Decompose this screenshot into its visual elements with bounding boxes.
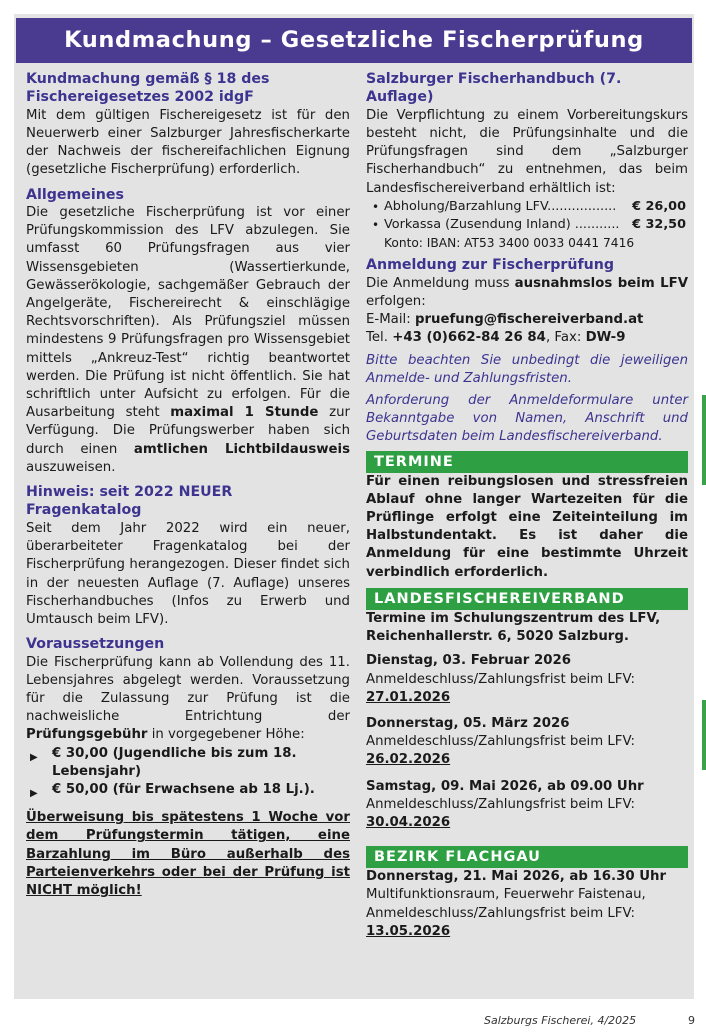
kundmachung-text: Mit dem gültigen Fischereigesetz ist für den Neuerwerb einer Salzburger Jahresfischerkarte der Nachweis der fischereifachlichen Eignung (gesetzliche Fischerprüfung) erforderlich.	[26, 107, 350, 178]
price-row: • Vorkassa (Zusendung Inland) ........... € 32,50	[366, 216, 688, 234]
exam-date: Dienstag, 03. Februar 2026 Anmeldeschluss/Zahlungsfrist beim LFV: 27.01.2026	[366, 653, 635, 705]
right-column	[366, 70, 688, 941]
lfv-bar: LANDESFISCHEREIVERBAND	[366, 588, 688, 610]
bank-account: Konto: IBAN: AT53 3400 0033 0441 7416	[384, 236, 635, 251]
section-hinweis	[26, 483, 350, 629]
section-anmeldung	[366, 256, 688, 446]
termine-bar: TERMINE	[366, 451, 688, 473]
page-title: Kundmachung – Gesetzliche Fischerprüfung	[16, 18, 692, 63]
left-column	[26, 70, 350, 900]
form-request-note: Anforderung der Anmeldeformulare unter Bekanntgabe von Namen, Anschrift und Geburtsdaten beim Landesfischereiverband.	[366, 393, 688, 445]
bullet-dot-icon: •	[372, 199, 380, 214]
bullet-dot-icon: •	[372, 218, 380, 233]
section-allgemeines	[26, 186, 350, 477]
deadline-note: Bitte beachten Sie unbedingt die jeweiligen Anmelde- und Zahlungsfristen.	[366, 352, 688, 386]
page-edge-mark	[702, 395, 706, 485]
handbuch-heading: Salzburger Fischerhandbuch (7. Auflage)	[366, 71, 622, 106]
section-termine	[366, 451, 688, 582]
lfv-location: Termine im Schulungszentrum des LFV, Reichenhallerstr. 6, 5020 Salzburg.	[366, 610, 661, 645]
exam-date: Donnerstag, 05. März 2026 Anmeldeschluss/Zahlungsfrist beim LFV: 26.02.2026	[366, 715, 635, 768]
price-row: • Abholung/Barzahlung LFV................. € 26,00	[366, 198, 688, 216]
allgemeines-text: Die gesetzliche Fischerprüfung ist vor einer Prüfungskommission des LFV abzulegen. Sie umfasst 60 Prüfungsfragen aus vier Wissensgebieten (Wassertierkunde, Gewässerökologie, sachgemäßer Gebrauch der Angelgeräte, Fischereirecht & einschlägige Rechtsvorschriften). Als Prüfungsziel müssen mindestens 9 Prüfungsfragen pro Wissensgebiet mittels „Ankreuz-Test“ richtig beantwortet werden. Die Prüfung ist nicht öffentlich. Sie hat schriftlich unter Aufsicht zu erfolgen. Für die Ausarbeitung steht maximal 1 Stunde zur Verfügung. Die Prüfungswerber haben sich durch einen amtlichen Lichtbildausweis auszuweisen.	[26, 205, 351, 475]
triangle-bullet-icon: ▶	[30, 787, 38, 799]
section-landesfischereiverband	[366, 588, 688, 832]
section-flachgau	[366, 846, 688, 941]
voraussetzungen-heading: Voraussetzungen	[26, 636, 165, 653]
page-number: 9	[688, 1014, 695, 1027]
voraussetzungen-text: Die Fischerprüfung kann ab Vollendung des 11. Lebensjahres abgelegt werden. Voraussetzung für die Zulassung zur Prüfung ist die nachweisliche Entrichtung der Prüfungsgebühr in vorgegebener Höhe:	[26, 654, 350, 743]
flachgau-deadline-label: Anmeldeschluss/Zahlungsfrist beim LFV:	[366, 905, 635, 921]
termine-text: Für einen reibungslosen und stressfreien Ablauf ohne langer Wartezeiten für die Prüflinge erfolgt eine Zeiteinteilung im Halbstundentakt. Es ist daher die Anmeldung für eine bestimmte Uhrzeit verbindlich erforderlich.	[366, 473, 688, 580]
kundmachung-heading-line2: Fischereigesetzes 2002 idgF	[26, 89, 254, 106]
page-edge-mark	[702, 700, 706, 770]
footer-publication: Salzburgs Fischerei, 4/2025	[484, 1014, 637, 1027]
fee-item: ▶ € 30,00 (Jugendliche bis zum 18. Lebensjahr)	[30, 745, 297, 779]
anmeldung-text: Die Anmeldung muss ausnahmslos beim LFV erfolgen:	[366, 275, 688, 310]
kundmachung-heading-line1: Kundmachung gemäß § 18 des	[26, 71, 270, 87]
anmeldung-heading: Anmeldung zur Fischerprüfung	[366, 257, 615, 274]
fax-number: DW-9	[585, 330, 626, 346]
phone-line: Tel. +43 (0)662-84 26 84, Fax: DW-9	[366, 330, 626, 346]
section-voraussetzungen	[26, 635, 350, 900]
hinweis-heading: Hinweis: seit 2022 NEUER Fragenkatalog	[26, 484, 233, 519]
allgemeines-heading: Allgemeines	[26, 186, 124, 203]
flachgau-place: Multifunktionsraum, Feuerwehr Faistenau,	[366, 887, 646, 903]
email-line: E-Mail: pruefung@fischereiverband.at	[366, 312, 644, 328]
flachgau-date: Donnerstag, 21. Mai 2026, ab 16.30 Uhr	[366, 869, 667, 885]
hinweis-text: Seit dem Jahr 2022 wird ein neuer, überarbeiteter Fragenkatalog bei der Fischerprüfung herangezogen. Dieser findet sich in der neuesten Auflage (7. Auflage) unseres Fischerhandbuches (Infos zu Erwerb und Umtausch beim LFV).	[26, 520, 350, 627]
email-link[interactable]: pruefung@fischereiverband.at	[414, 312, 644, 328]
section-kundmachung	[26, 70, 350, 180]
fee-item: ▶ € 50,00 (für Erwachsene ab 18 Lj.).	[26, 781, 350, 799]
section-fischerhandbuch	[366, 70, 688, 252]
phone-number: +43 (0)662-84 26 84	[392, 330, 546, 346]
flachgau-bar: BEZIRK FLACHGAU	[366, 846, 688, 868]
exam-date: Samstag, 09. Mai 2026, ab 09.00 Uhr Anmeldeschluss/Zahlungsfrist beim LFV: 30.04.2026	[366, 778, 644, 830]
fee-list	[26, 745, 350, 800]
payment-warning: Überweisung bis spätestens 1 Woche vor dem Prüfungstermin tätigen, eine Barzahlung im Büro außerhalb des Parteienverkehrs oder bei der Prüfung ist NICHT möglich!	[26, 810, 350, 898]
handbuch-text: Die Verpflichtung zu einem Vorbereitungskurs besteht nicht, die Prüfungsinhalte und die Prüfungsfragen sind dem „Salzburger Fischerhandbuch“ zu entnehmen, das beim Landesfischereiverband erhältlich ist:	[366, 107, 688, 196]
triangle-bullet-icon: ▶	[30, 751, 38, 763]
flachgau-deadline: 13.05.2026	[366, 923, 451, 939]
